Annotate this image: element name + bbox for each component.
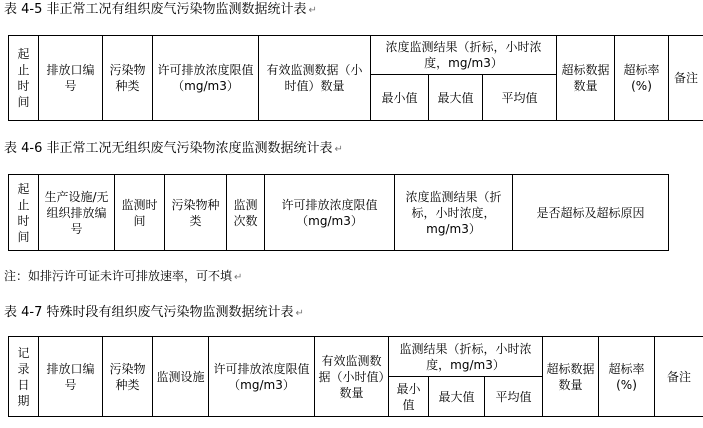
header-min: 最小值 [371, 75, 429, 121]
header-exceed-count: 超标数据数量 [557, 36, 615, 121]
header-outlet: 排放口编号 [39, 36, 103, 121]
table-4-7 [8, 336, 703, 417]
header-monitor-time: 监测时间 [115, 175, 165, 251]
table-4-5 [8, 35, 703, 121]
header-avg: 平均值 [485, 377, 543, 417]
header-result: 监测结果（折标，小时浓度，mg/m3） [389, 337, 543, 377]
header-max: 最大值 [429, 75, 483, 121]
header-exceed-count: 超标数据数量 [543, 337, 599, 417]
header-limit: 许可排放浓度限值（mg/m3） [265, 175, 395, 251]
table-4-5-caption: 表 4-5 非正常工况有组织废气污染物监测数据统计表 ↵ [4, 2, 317, 17]
header-min: 最小值 [389, 377, 429, 417]
header-exceed-rate: 超标率(%) [599, 337, 655, 417]
header-limit: 许可排放浓度限值（mg/m3） [153, 36, 259, 121]
header-result: 浓度监测结果（折标，小时浓度，mg/m3） [395, 175, 513, 251]
header-remark: 备注 [655, 337, 703, 417]
header-pollutant: 污染物种类 [103, 337, 153, 417]
note-text: 注：如排污许可证未许可排放速率，可不填 ↵ [4, 269, 243, 283]
table-4-6 [8, 174, 669, 251]
header-pollutant: 污染物种类 [165, 175, 227, 251]
header-facility: 监测设施 [153, 337, 209, 417]
paragraph-mark-icon: ↵ [295, 308, 304, 319]
header-exceed: 是否超标及超标原因 [513, 175, 669, 251]
header-pollutant: 污染物种类 [103, 36, 153, 121]
paragraph-mark-icon: ↵ [308, 5, 317, 16]
header-count: 监测次数 [227, 175, 265, 251]
header-valid-count: 有效监测数据（小时值）数量 [315, 337, 389, 417]
header-max: 最大值 [429, 377, 485, 417]
header-limit: 许可排放浓度限值（mg/m3） [209, 337, 315, 417]
table-4-7-caption: 表 4-7 特殊时段有组织废气污染物监测数据统计表 ↵ [4, 305, 304, 320]
header-facility: 生产设施/无组织排放编号 [39, 175, 115, 251]
header-outlet: 排放口编号 [39, 337, 103, 417]
header-date: 记录日期 [9, 337, 39, 417]
header-exceed-rate: 超标率(%) [615, 36, 669, 121]
header-valid-count: 有效监测数据（小时值）数量 [259, 36, 371, 121]
table-4-6-caption: 表 4-6 非正常工况无组织废气污染物浓度监测数据统计表 ↵ [4, 141, 343, 156]
paragraph-mark-icon: ↵ [234, 272, 243, 283]
header-remark: 备注 [669, 36, 703, 121]
header-result: 浓度监测结果（折标，小时浓度，mg/m3） [371, 36, 557, 75]
header-time: 起止时间 [9, 175, 39, 251]
header-avg: 平均值 [483, 75, 557, 121]
header-time: 起止时间 [9, 36, 39, 121]
paragraph-mark-icon: ↵ [334, 144, 343, 155]
